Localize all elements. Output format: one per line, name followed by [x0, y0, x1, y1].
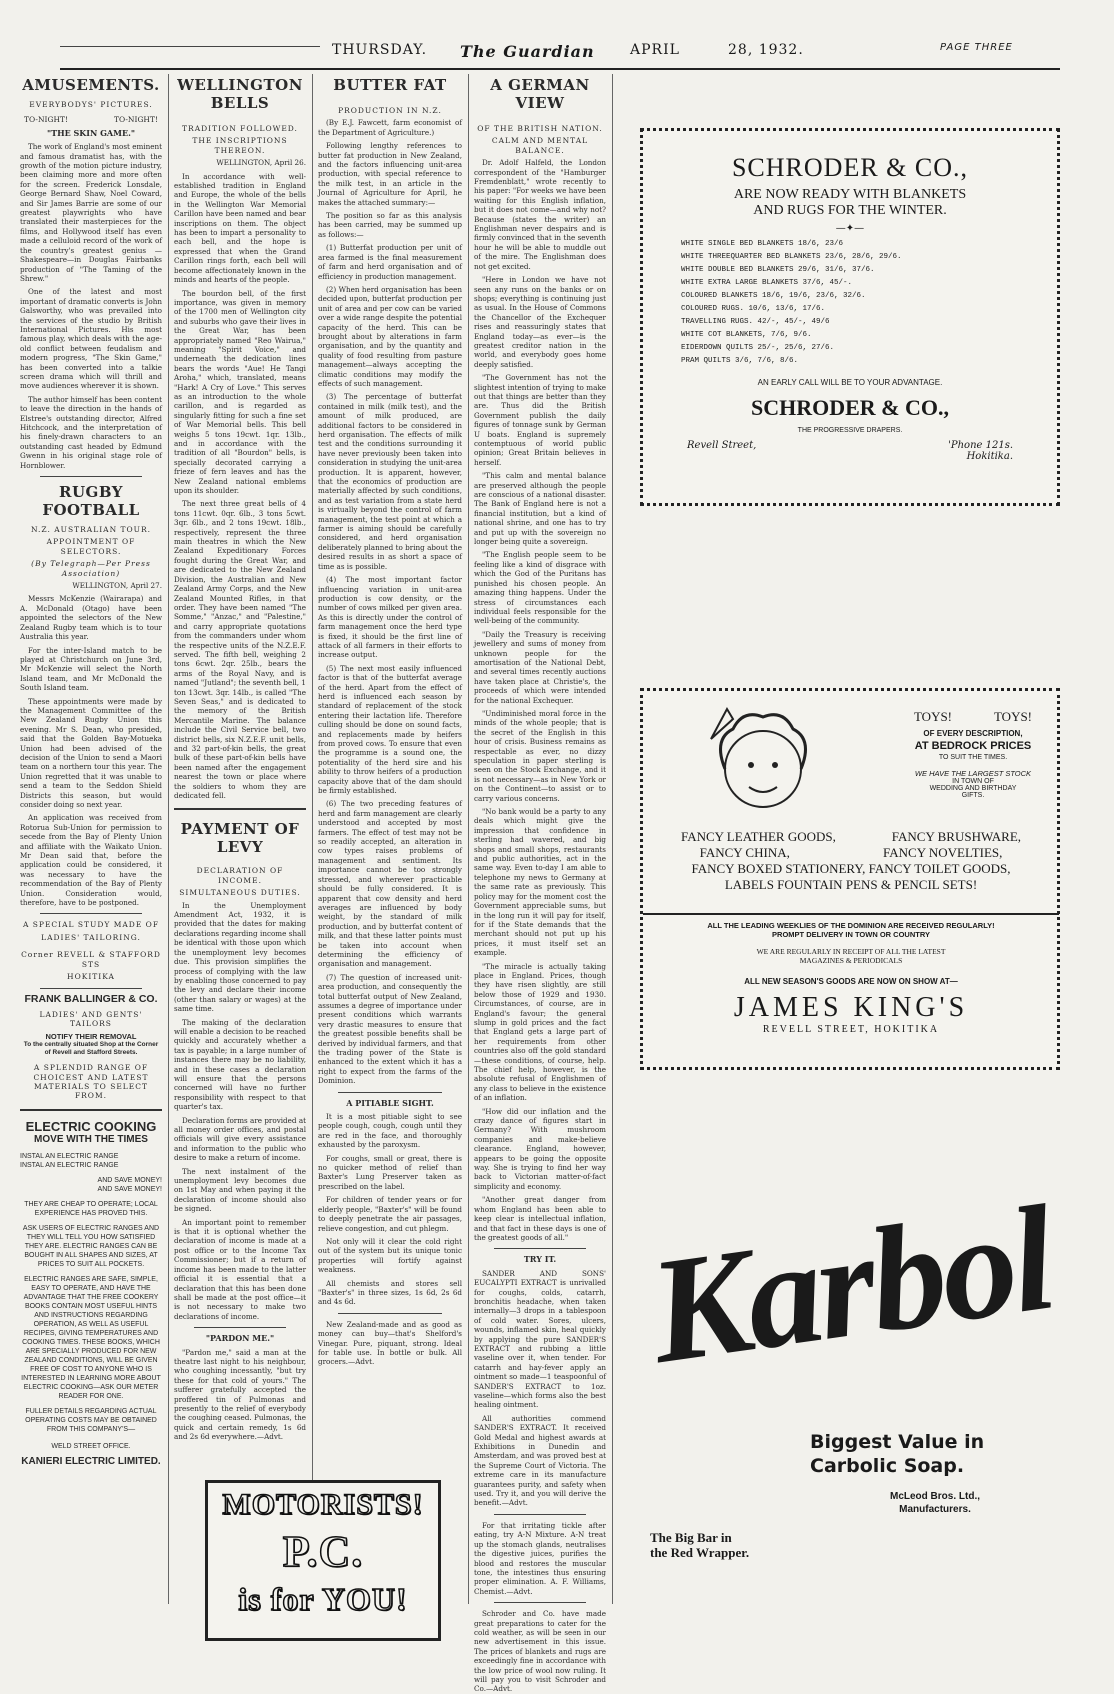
- levy-paragraph: The next instalment of the unemployment levy becomes due on 1st May and when paying it the declaration of income should also be signed.: [174, 1166, 306, 1214]
- divider: [20, 1109, 162, 1111]
- schroder-item: WHITE SINGLE BED BLANKETS 18/6, 23/6: [681, 240, 844, 248]
- schroder-item: EIDERDOWN QUILTS 25/-, 25/6, 27/6.: [681, 344, 835, 352]
- schroder-call: AN EARLY CALL WILL BE TO YOUR ADVANTAGE.: [757, 378, 943, 387]
- karbol-maker-line: Manufacturers.: [899, 1504, 971, 1515]
- toys-line: TO SUIT THE TIMES.: [938, 754, 1008, 761]
- weeklies-line: ALL THE LEADING WEEKLIES OF THE DOMINION ARE RECEIVED REGULARLY!: [707, 921, 995, 930]
- electric-line: AND SAVE MONEY!: [97, 1186, 162, 1194]
- toys-word: TOYS!: [993, 709, 1033, 724]
- butterfat-paragraph: (2) When herd organisation has been decided upon, butterfat production per unit of area and per cow can be varied over a wide range despite the potential capacity of the herd. This can be brought about by alterations in farm organisation, and by the quantity and quality of food resulting from pasture management—always accepting the climatic conditions may modify the effects of such management.: [318, 284, 462, 388]
- tonight-left: TO-NIGHT!: [24, 115, 69, 125]
- pitiable-paragraph: New Zealand-made and as good as money can buy—that's Shelford's Vinegar. Pure, piquant, strong. Ideal for table use. In bottle or bulk. All grocers.—Advt.: [318, 1319, 462, 1367]
- schroder-item: WHITE EXTRA LARGE BLANKETS 37/6, 45/-.: [681, 279, 853, 287]
- rugby-paragraph: An application was received from Rotorua Sub-Union for permission to secede from the Bay of Plenty Union and affiliate with the Waikato Union. Mr Dean said that, before the application could be considered, it was necessary to have the recommendation of the Bay of Plenty Union. Consideration would, therefore, have to be postponed.: [20, 813, 162, 908]
- amusements-heading: AMUSEMENTS.: [22, 76, 160, 94]
- weeklies-line: PROMPT DELIVERY IN TOWN OR COUNTRY: [772, 930, 930, 939]
- schroder-line: AND RUGS FOR THE WINTER.: [753, 203, 947, 218]
- electric-line: ELECTRIC RANGES ARE SAFE, SIMPLE, EASY TO OPERATE, AND HAVE THE ADVANTAGE THAT THE FREE COOKERY BOOKS CONTAIN MOST USEFUL HINTS AND INSTRUCTIONS REGARDING OPERATION, AS WELL AS USEFUL RECIPES, GIVING TEMPERATURES AND COOKING TIMES. THESE BOOKS, WHICH ARE SPECIALLY PRODUCED FOR NEW ZEALAND CONDITIONS, WILL BE GIVEN FREE OF COST TO ANYONE WHO IS INTERESTED IN LEARNING MORE ABOUT ELECTRIC COOKING—ASK OUR METER READER FOR ONE.: [21, 1276, 161, 1401]
- fancy-goods-block: [653, 829, 1049, 893]
- german-paragraph: "Here in London we have not seen any runs on the banks or on shops; everything is continuing just as usual. In the House of Commons the Chancellor of the Exchequer rises and reassuringly states that England today—as ever—is the greatest creditor nation in the world, and everybody goes home deeply satisfied.: [474, 275, 606, 369]
- tryit-paragraph: SANDER AND SONS' EUCALYPTI EXTRACT is unrivalled for coughs, colds, catarrh, bronchitis headache, when taken internally—3 drops in a tablespoon of cold water. Sores, ulcers, wounds, inflamed skin, heal quickly by applying the pure SANDER'S EXTRACT and rubbing a little vaseline over it, when tender. For catarrh and hay-fever apply an ointment so made—1 teaspoonful of SANDER'S EXTRACT to 1oz. vaseline—which forms also the best healing ointment.: [474, 1268, 606, 1410]
- schroder-item: COLOURED RUGS. 10/6, 13/6, 17/6.: [681, 305, 826, 313]
- bells-paragraph: In accordance with well-established tradition in England and Europe, the whole of the bells in the Wellington War Memorial Carillon have been named and bear inscriptions on them. The object has been to impart a personality to each bell, and the hope is expressed that when the Grand Carillon rings forth, each bell will become affectionately known in the minds and hearts of the people.: [174, 171, 306, 285]
- divider: [194, 1327, 286, 1328]
- ballinger-line: A SPLENDID RANGE OF CHOICEST AND LATEST MATERIALS TO SELECT FROM.: [33, 1063, 149, 1101]
- masthead-page-number: PAGE THREE: [940, 42, 1013, 53]
- ballinger-line: NOTIFY THEIR REMOVAL: [45, 1031, 137, 1041]
- butterfat-paragraph: Following lengthy references to butter fat production in New Zealand, and the factors influencing unit-area production, with special reference to the milk test, in an article in the Journal of Agriculture for April, he makes the attached summary:—: [318, 141, 462, 207]
- receipt-line: WE ARE REGULARLY IN RECEIPT OF ALL THE LATEST: [756, 947, 946, 956]
- column-3: [318, 74, 462, 1367]
- pitiable-paragraph: For children of tender years or for elderly people, "Baxter's" will be found to deeply penetrate the air passages, relieve congestion, and cut phlegm.: [318, 1195, 462, 1233]
- toys-block: [893, 709, 1053, 799]
- column-rule: [312, 74, 313, 1604]
- german-paragraph: "No bank would be a party to any deals which might give the impression that confidence in sterling had wavered, and big shops and small shops, restaurants and public authorities, act in the same way. Even to-day I am able to telephone my news to Germany at the same rate as previously. This policy may for the moment cost the Government appreciable sums, but in the long run it will pay for itself, for if the State demands that the merchant should not put up his prices, it must itself set an example.: [474, 807, 606, 958]
- pitiable-paragraph: For coughs, small or great, there is no quicker method of relief than Baxter's Lung Preserver taken as prescribed on the label.: [318, 1153, 462, 1191]
- bells-paragraph: The bourdon bell, of the first importance, was given in memory of the 1700 men of Wellington city and suburbs who gave their lives in the Great War, has been appropriately named "Reo Wairua," meaning "Spirit Voice," and underneath the dedication lines bears the words "Aue! He Tangi Aroha," which, translated, means "Hark! A Cry of Love." This serves as an introduction to the whole carillon, and is regarded as singularly fitting for such a fine set of War Memorial bells. This bell weighs 5 tons 19cwt. 1qr. 13lb., and in accordance with the tradition of all "Bourdon" bells, is specially decorated carrying a frieze of fern leaves and has the New Zealand national emblems upon its shoulder.: [174, 288, 306, 496]
- butterfat-paragraph: (7) The question of increased unit-area production, and consequently the total butterfat output of New Zealand, assumes a degree of importance under present conditions which warrants very drastic measures to ensure that the greatest possible benefits shall be derived by individual farmers, and that the trading power of the State is enhanced to the extent which it has a right to expect from the farms of the Dominion.: [318, 972, 462, 1086]
- schroder-phone: 'Phone 121s.: [948, 440, 1013, 451]
- fancy-item: FANCY BRUSHWARE,: [891, 829, 1022, 844]
- rugby-paragraph: WELLINGTON, April 27.: [72, 581, 162, 591]
- electric-line: INSTAL AN ELECTRIC RANGE: [20, 1162, 119, 1170]
- levy-paragraph: In the Unemployment Amendment Act, 1932, it is provided that the dates for making declarations regarding income shall be identical with those upon which the unemployment levy becomes due. This provision simplifies the process of complying with the law by enabling those concerned to pay the levy and declare their income (other than salary or wages) at the same time.: [174, 900, 306, 1014]
- tailoring-line: LADIES' TAILORING.: [41, 932, 141, 942]
- karbol-tag-line: the Red Wrapper.: [650, 1545, 750, 1560]
- schroder-item: PRAM QUILTS 3/6, 7/6, 8/6.: [681, 357, 799, 365]
- schroder-tagline: THE PROGRESSIVE DRAPERS.: [797, 427, 903, 434]
- pardon-heading: "PARDON ME.": [205, 1333, 275, 1344]
- motorists-line: MOTORISTS!: [222, 1488, 424, 1521]
- electric-company: KANIERI ELECTRIC LIMITED.: [21, 1456, 161, 1468]
- karbol-maker-line: McLeod Bros. Ltd.,: [890, 1491, 980, 1502]
- schroder-item: WHITE COT BLANKETS, 7/6, 9/6.: [681, 331, 812, 339]
- tonight-right: TO-NIGHT!: [113, 115, 158, 125]
- divider: [40, 988, 142, 989]
- fancy-row: [653, 845, 1049, 861]
- masthead: [60, 28, 1060, 70]
- butterfat-paragraph: (1) Butterfat production per unit of area farmed is the final measurement of farm and herd organisation and of efficiency in production management.: [318, 243, 462, 281]
- toys-line: AT BEDROCK PRICES: [914, 740, 1032, 752]
- bells-paragraph: The next three great bells of 4 tons 11cwt. 0qr. 6lb., 3 tons 5cwt. 3qr. 6lb., and 2 tons 19cwt. 18lb., respectively, represent the three main theatres in which the New Zealand Expeditionary Forces fought during the Great War, and are dedicated to the New Zealand Division, the Australian and New Zealand Army Corps, and the New Zealand Mounted Rifles, in that order. They have been named "The Somme," "Anzac," and "Palestine," and carry appropriate quotations from the commanders under whom the respective units of the N.Z.E.F. served. The fifth bell, weighing 2 tons 6cwt. 2qr. 25lb., bears the arms of the Royal Navy, and is named "Jutland"; the seventh bell, 1 ton 13cwt. 3qr. 14lb., is called "The Seven Seas," and is dedicated to the memory of the British Mercantile Marine. The balance include the Civil Service bell, two district bells, six N.Z.E.F. unit bells, and 32 part-of-kin bells, the great bulk of these part-of-kin bells have been named after the engagement nearest the town or place where the soldiers to whom they are dedicated fell.: [174, 499, 306, 801]
- german-subheading: CALM AND MENTAL BALANCE.: [491, 136, 589, 155]
- fancy-item: FANCY NOVELTIES,: [883, 845, 1003, 860]
- pitiable-paragraph: Not only will it clear the cold right out of the system but its unique tonic properties will fortify against weakness.: [318, 1236, 462, 1275]
- toys-line: GIFTS.: [961, 792, 985, 799]
- james-king-address: REVELL STREET, HOKITIKA: [762, 1024, 940, 1035]
- ballinger-line: LADIES' AND GENTS' TAILORS: [39, 1009, 143, 1029]
- column-rule: [612, 74, 613, 1604]
- levy-paragraph: Declaration forms are provided at all money order offices, and postal officials will give every assistance and information to the public who desire to make a return of income.: [174, 1115, 306, 1163]
- schroder-contact: [948, 440, 1013, 462]
- divider: [338, 1313, 442, 1314]
- schroder-price-list: [681, 238, 1043, 368]
- schroder-address-row: [687, 440, 1013, 462]
- electric-line: THEY ARE CHEAP TO OPERATE; LOCAL EXPERIENCE HAS PROVED THIS.: [24, 1201, 158, 1218]
- amusements-paragraph: The work of England's most eminent and famous dramatist has, with the growth of the motion picture industry, been claiming more and more often for the screen. Frederick Lonsdale, George Bernard Shaw, Noel Coward, and Sir James Barrie are some of our greatest playwrights who have translated their masterpieces for the films, and Hollywood itself has even made a celluloid record of the work of the country's greatest genius —Shakespeare—in Douglas Fairbanks production of "The Taming of the Shrew.": [20, 142, 162, 283]
- masthead-day: THURSDAY.: [332, 42, 428, 58]
- butterfat-paragraph: (4) The most important factor influencing variation in unit-area production is cow density, or the number of cows milked per given area. As this is directly under the control of farm management once the herd type is fixed, it should be the first line of attack of all farmers in their efforts to increase output.: [318, 575, 462, 660]
- masthead-date: 28, 1932.: [728, 42, 804, 58]
- karbol-maker: [810, 1490, 1060, 1516]
- amusements-tonight-row: [24, 115, 158, 124]
- german-paragraph: "Undiminished moral force in the minds of the whole people; that is the secret of the English in this hour of crisis. Business remains as respectable as ever, no dizzy speculation in paper sterling is seen on the Stock Exchange, and it is not necessary—as in New York or on the Continent—to assist or to carry various concerns.: [474, 708, 606, 803]
- pitiable-paragraph: All chemists and stores sell "Baxter's" in three sizes, 1s 6d, 2s 6d and 4s 6d.: [318, 1278, 462, 1307]
- weeklies-block: [649, 921, 1053, 1035]
- karbol-tag: [650, 1530, 850, 1560]
- schroder-name-2: SCHRODER & CO.,: [750, 395, 949, 420]
- schroder-item: WHITE THREEQUARTER BED BLANKETS 23/6, 28/6, 29/6.: [681, 253, 902, 261]
- divider: [494, 1602, 586, 1603]
- tryit-paragraph: For that irritating tickle after eating, try A-N Mixture. A-N treat up the stomach glands, neutralises the digestive juices, purifies the blood and restores the muscular tone, the intestines thus ensuring proper elimination. A. F. Williams, Chemist.—Advt.: [474, 1520, 606, 1596]
- german-paragraph: "The miracle is actually taking place in England. Prices, though they have risen slightly, are still below those of 1929 and 1930. Circumstances, of course, are in England's favour; the general slump in gold prices and the fact that England gets a large part of her requirements from other countries also off the gold standard—these conditions, of course, help. The chief help, however, is the absolute refusal of Englishmen of any class to believe in the existence of an inflation.: [474, 961, 606, 1103]
- divider: [40, 476, 142, 477]
- german-heading: A GERMAN VIEW: [490, 76, 590, 112]
- karbol-ad: [640, 1130, 1060, 1630]
- fancy-item: FANCY CHINA,: [699, 845, 790, 860]
- toys-row: [893, 709, 1053, 725]
- electric-line: ASK USERS OF ELECTRIC RANGES AND THEY WILL TELL YOU HOW SATISFIED THEY ARE. ELECTRIC RANGES CAN BE BOUGHT IN ALL SHAPES AND SIZES, AT PRICES TO SUIT ALL POCKETS.: [22, 1225, 160, 1269]
- column-rule: [168, 74, 169, 1604]
- levy-subheading: DECLARATION OF INCOME.: [196, 866, 284, 885]
- schroder-line: ARE NOW READY WITH BLANKETS: [733, 187, 967, 202]
- pitiable-heading: A PITIABLE SIGHT.: [346, 1097, 434, 1108]
- toys-line: WE HAVE THE LARGEST STOCK: [914, 769, 1032, 778]
- amusements-venue: EVERYBODYS' PICTURES.: [29, 100, 153, 109]
- bells-paragraph: WELLINGTON, April 26.: [216, 158, 306, 168]
- column-rule: [468, 74, 469, 1604]
- electric-subheading: MOVE WITH THE TIMES: [34, 1133, 148, 1145]
- motorists-line: P.C.: [282, 1527, 364, 1576]
- schroder-town: Hokitika.: [966, 451, 1013, 462]
- fancy-item: FANCY BOXED STATIONERY, FANCY TOILET GOODS,: [691, 861, 1011, 876]
- electric-line: AND SAVE MONEY!: [97, 1177, 162, 1185]
- karbol-brand-wrap: [636, 1174, 1066, 1396]
- rugby-heading: RUGBY FOOTBALL: [42, 483, 140, 520]
- bells-subheading: TRADITION FOLLOWED.: [182, 124, 298, 133]
- rugby-paragraph: Messrs McKenzie (Wairarapa) and A. McDonald (Otago) have been appointed the selectors of the New Zealand Rugby team which is to tour Australia this year.: [20, 594, 162, 642]
- schroder-item: TRAVELLING RUGS. 42/-, 45/-, 49/6: [681, 318, 830, 326]
- fancy-row: [653, 829, 1049, 845]
- amusements-paragraph: One of the latest and most important of dramatic converts is John Galsworthy, who was prevailed into the services of the studio by British International Pictures. His most famous play, which deals with the age-old conflict between feudalism and modern progress, "The Skin Game," has been converted into a talkie screen drama which will thrill and move audiences wherever it is shown.: [20, 287, 162, 391]
- pitiable-paragraph: It is a most pitiable sight to see people cough, cough, cough until they are red in the face, and thoroughly exhausted by the paroxysm.: [318, 1112, 462, 1150]
- bells-subheading: THE INSCRIPTIONS THEREON.: [192, 136, 288, 155]
- masthead-month: APRIL: [630, 42, 680, 58]
- electric-ad-body: [20, 1152, 162, 1466]
- rugby-paragraph: For the inter-Island match to be played at Christchurch on June 3rd, Mr McKenzie will select the North Island team, and Mr McDonald the South Island team.: [20, 645, 162, 693]
- levy-subheading: SIMULTANEOUS DUTIES.: [179, 888, 301, 898]
- rugby-subheading: N.Z. AUSTRALIAN TOUR.: [30, 525, 152, 535]
- rugby-byline: (By Telegraph—Per Press Association): [31, 559, 151, 578]
- tryit-paragraph: All authorities commend SANDER'S EXTRACT. It received Gold Medal and highest awards at Exhibitions in Dunedin and Amsterdam, and was proved best at the Supreme Court of Victoria. The extreme care in its manufacture guarantees purity, and safety when used. Try it, and you will derive the benefit.—Advt.: [474, 1413, 606, 1508]
- fancy-item: LABELS FOUNTAIN PENS & PENCIL SETS!: [724, 877, 978, 892]
- german-paragraph: "Another great danger from whom England has been able to keep clear is intellectual inflation, and that fact in these days is one of the greatest goods of all.": [474, 1195, 606, 1242]
- tryit-heading: TRY IT.: [523, 1254, 557, 1265]
- divider: [174, 808, 306, 810]
- masthead-paper-title: The Guardian: [460, 42, 595, 61]
- electric-office: WELD STREET OFFICE.: [51, 1443, 131, 1451]
- tryit-paragraph: Schroder and Co. have made great preparations to cater for the cold weather, as will be seen in our new advertisement in this issue. The prices of blankets and rugs are exceedingly fine in accordance with the low price of wool now ruling. It will pay you to visit Schroder and Co.—Advt.: [474, 1609, 606, 1694]
- karbol-slogan: [810, 1430, 1060, 1478]
- butterfat-paragraph: (3) The percentage of butterfat contained in milk (milk test), and the amount of milk produced, are additional factors to be considered in herd organisation. The effects of milk test and the conditions surrounding it have never previously been taken into consideration in studying the unit-area production. It is apparent, however, that the economics of production are materially affected by such conditions, and as test variation from a state herd is virtually beyond the control of farm management, the test point at which a farmer is aiming should be carefully considered, and herd organisation deliberately planned to bring about the desired results in as short a space of time as is possible.: [318, 392, 462, 571]
- tailoring-town: HOKITIKA: [67, 972, 115, 982]
- amusements-film-title: "THE SKIN GAME.": [46, 127, 136, 138]
- schroder-item: WHITE DOUBLE BED BLANKETS 29/6, 31/6, 37/6.: [681, 266, 875, 274]
- toys-line: WEDDING AND BIRTHDAY: [929, 785, 1017, 792]
- schroder-street: Revell Street,: [687, 440, 757, 451]
- karbol-line: Carbolic Soap.: [810, 1455, 965, 1477]
- electric-line: INSTAL AN ELECTRIC RANGE: [20, 1153, 119, 1161]
- levy-heading: PAYMENT OF LEVY: [180, 820, 300, 857]
- butterfat-byline: (By E.J. Fawcett, farm economist of the Department of Agriculture.): [318, 118, 462, 137]
- toys-line: IN TOWN OF: [952, 778, 994, 785]
- james-king-name: JAMES KING'S: [733, 992, 969, 1023]
- jester-illustration-icon: [703, 699, 823, 819]
- tailoring-line: A SPECIAL STUDY MADE OF: [22, 920, 160, 930]
- levy-paragraph: The making of the declaration will enable a decision to be reached quickly and accurately whether a tax is payable; in a large number of instances there may be no liability, and in these cases a declaration will ensure that the persons concerned will have no further responsibility with respect to that quarter's tax.: [174, 1017, 306, 1112]
- butterfat-paragraph: (6) The two preceding features of herd and farm management are clearly understood and accepted by most farmers. The effect of test may not be so readily accepted, an alteration in cow types raises problems of management and sentiment. Its importance cannot be too strongly stressed, and wherever practicable should be fully considered. It is apparent that cow density and herd averages are influenced by body weight, by the standard of milk production, and by butterfat content of milk, and that these latter points must be taken into account when determining the efficiency of organisation and management.: [318, 799, 462, 969]
- schroder-ad: [640, 128, 1060, 506]
- ballinger-line: To the centrally situated Shop at the Corner of Revell and Stafford Streets.: [23, 1041, 159, 1057]
- tailoring-corner: Corner REVELL & STAFFORD STS: [21, 950, 161, 969]
- motorists-ad: [205, 1480, 441, 1641]
- ballinger-name: FRANK BALLINGER & CO.: [24, 992, 158, 1005]
- toys-line: OF EVERY DESCRIPTION,: [923, 729, 1023, 738]
- divider: [494, 1248, 586, 1249]
- bells-heading: WELLINGTON BELLS: [177, 76, 303, 112]
- divider: [643, 913, 1059, 915]
- amusements-paragraph: The author himself has been content to leave the direction in the hands of Elstree's outstanding director, Alfred Hitchcock, and the interpretation of his finely-drawn characters to an outstanding cast headed by Edmund Gwenn in his original stage role of Hornblower.: [20, 394, 162, 470]
- levy-paragraph: An important point to remember is that it is optional whether the declaration of income is made at a post office or to the Income Tax Commissioner; but if a return of income has been made to the latter official it is essential that a declaration that this has been done shall be made at the post office—it is not necessary to make two declarations of income.: [174, 1217, 306, 1321]
- divider: [338, 1092, 442, 1093]
- electric-heading: ELECTRIC COOKING: [25, 1118, 157, 1134]
- motorists-line: is for YOU!: [238, 1581, 408, 1617]
- german-paragraph: "The Government has not the slightest intention of trying to make out that things are better than they are. Thus did the British Government publish the daily figures of tonnage sunk by German U boats. England is supremely contemptuous of world public opinion; Great Britain believes in herself.: [474, 373, 606, 467]
- german-paragraph: "Daily the Treasury is receiving jewellery and sums of money from unknown people for the amortisation of the National Debt, and several times recently auctions have taken place at Christie's, the proceeds of which were intended for the national Exchequer.: [474, 629, 606, 705]
- butterfat-heading: BUTTER FAT: [333, 76, 447, 94]
- column-4: [474, 74, 606, 1694]
- column-1: [20, 74, 162, 1634]
- divider: [494, 1514, 586, 1515]
- butterfat-subheading: PRODUCTION IN N.Z.: [338, 106, 442, 115]
- james-king-ad: [640, 688, 1060, 1070]
- schroder-name: SCHRODER & CO.,: [731, 153, 969, 182]
- divider: [40, 913, 142, 914]
- karbol-line: Biggest Value in: [810, 1431, 985, 1453]
- german-paragraph: "How did our inflation and the crazy dance of figures start in Germany? With mushroom companies and make-believe clearance. England, however, appears to be going the opposite way. She is trying to find her way back to Victorian matter-of-fact simplicity and economy.: [474, 1106, 606, 1191]
- german-paragraph: "The English people seem to be feeling like a kind of disgrace with which the God of the Puritans has punished his chosen people. An amazing thing happens. Under the stress of circumstances each individual feels responsible for the well-being of the community.: [474, 550, 606, 626]
- schroder-item: COLOURED BLANKETS 18/6, 19/6, 23/6, 32/6.: [681, 292, 866, 300]
- rugby-subheading: APPOINTMENT OF SELECTORS.: [46, 537, 136, 556]
- german-subheading: OF THE BRITISH NATION.: [477, 124, 603, 133]
- rugby-paragraph: These appointments were made by the Management Committee of the New Zealand Rugby Union this evening. Mr S. Dean, who presided, said that the Golden Bay-Motueka Union had been advised of the decision of the Union to send a Maori team on a northern tour this year. The Union regretted that it was unable to send a team to the Seddon Shield Districts this season, but would consider doing so next year.: [20, 696, 162, 809]
- column-2: [174, 74, 306, 1469]
- karbol-brand: Karbol: [640, 1174, 1062, 1396]
- season-line: ALL NEW SEASON'S GOODS ARE NOW ON SHOW AT—: [744, 977, 958, 986]
- karbol-tag-line: The Big Bar in: [650, 1530, 732, 1545]
- toys-word: TOYS!: [913, 709, 953, 724]
- receipt-line: MAGAZINES & PERIODICALS: [799, 956, 903, 965]
- butterfat-paragraph: The position so far as this analysis has been carried, may be summed up as follows:—: [318, 211, 462, 239]
- pardon-paragraph: "Pardon me," said a man at the theatre last night to his neighbour, who coughing incessantly, "but try these for that cold of yours." The sufferer gratefully accepted the proffered tin of Pulmonas and presently to the relief of everybody the coughing ceased. Pulmonas, the quick and certain remedy, 1s 6d and 2s 6d everywhere.—Advt.: [174, 1347, 306, 1442]
- german-paragraph: Dr. Adolf Halfeld, the London correspondent of the "Hamburger Fremdenblatt," wrote recently to his paper: "For weeks we have been waiting for this English inflation, but it does not come—and why not? Because (states the writer) an Englishman never despairs and is firmly convinced that in the seventh hour he will be able to muddle out of the mire. The Englishman does not get excited.: [474, 158, 606, 271]
- fancy-item: FANCY LEATHER GOODS,: [680, 829, 836, 844]
- butterfat-paragraph: (5) The next most easily influenced factor is that of the butterfat average of the herd. Apart from the effect of herd is influenced each season by standard of replacement of the stock entering their lactation life. Therefore culling should be done on sound facts, and replacements made by heifers from proved cows. To ensure that even the programme is a sound one, the potentiality of the herd sire and his ability to throw heifers of a production capacity above that of the dam should be firmly established.: [318, 663, 462, 796]
- ornament-icon: —✦—: [835, 223, 865, 234]
- german-paragraph: "This calm and mental balance are preserved although the people are conscious of a national disaster. The Bank of England here is not a financial institution, but a kind of national shrine, and one has to try and put up with the sovereign no longer being quite a sovereign.: [474, 471, 606, 547]
- electric-line: FULLER DETAILS REGARDING ACTUAL OPERATING COSTS MAY BE OBTAINED FROM THIS COMPANY'S—: [25, 1408, 157, 1434]
